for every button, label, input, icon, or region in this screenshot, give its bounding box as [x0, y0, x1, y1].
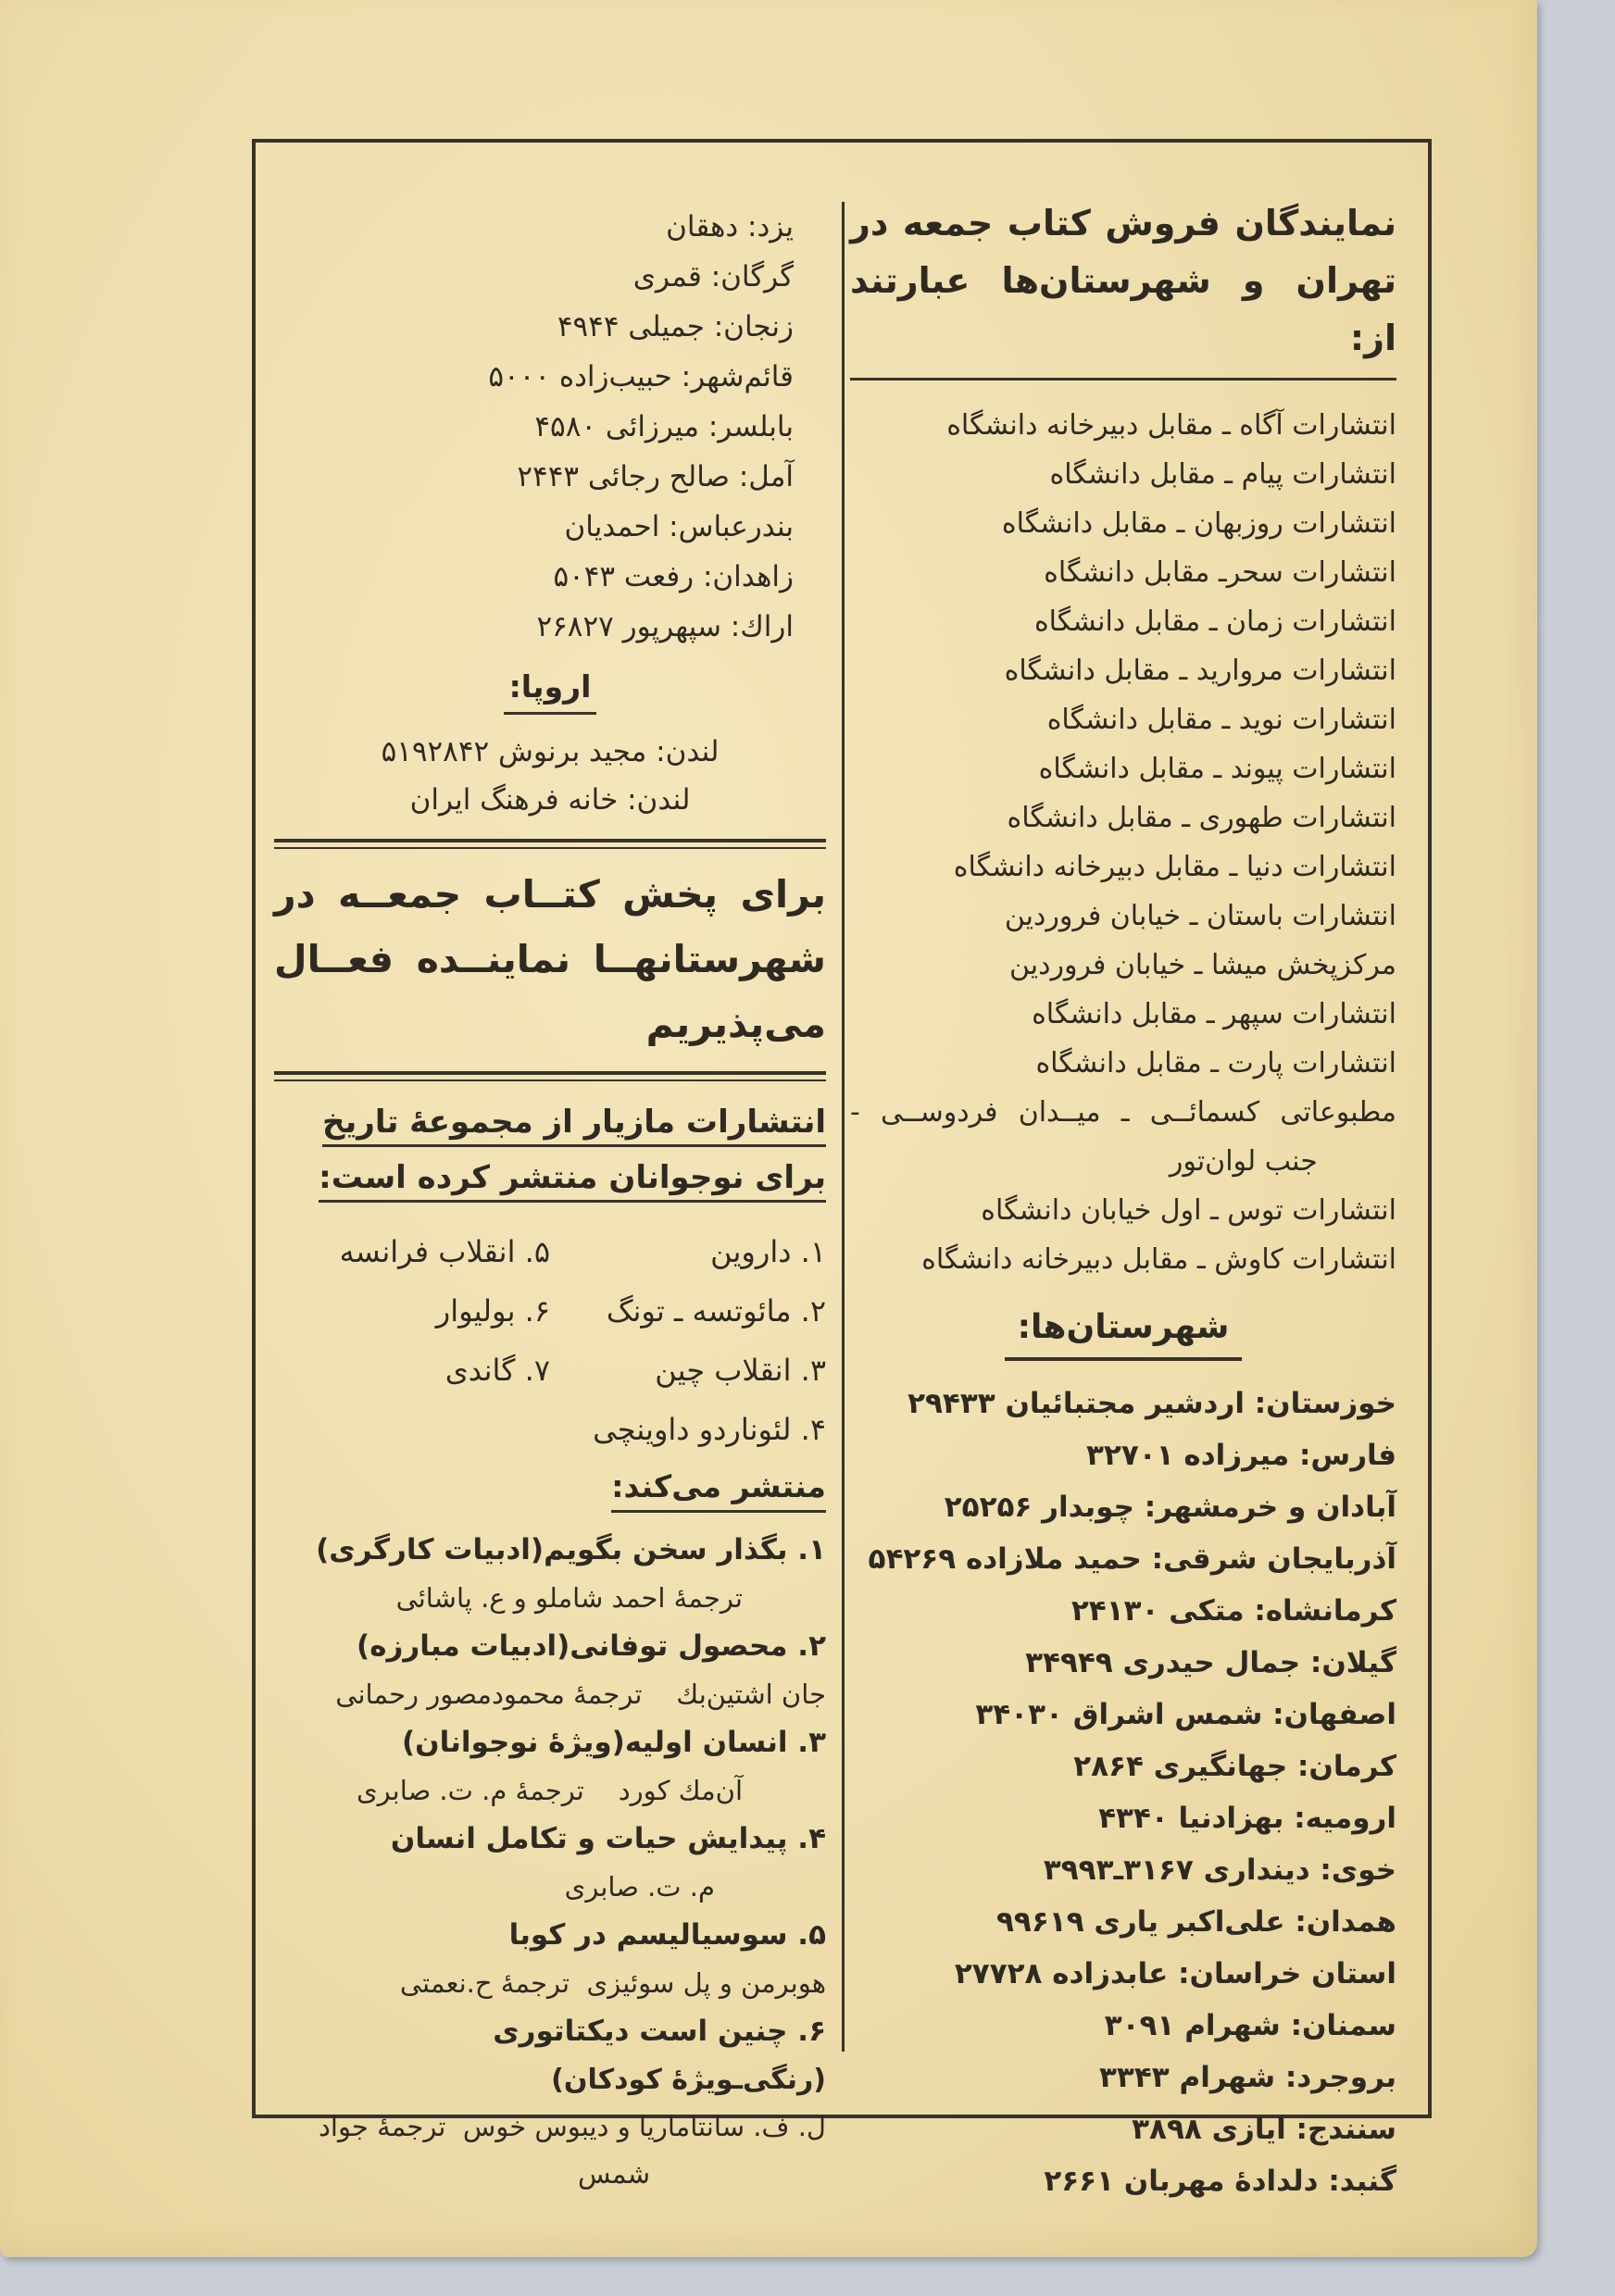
- tehran-agent-line: انتشارات پیام ـ مقابل دانشگاه: [1049, 458, 1396, 491]
- book-entry: [274, 1526, 826, 1622]
- notice-line: می‌پذیریم: [645, 1002, 826, 1046]
- city-agent-line: یزد: دهقان: [666, 210, 794, 243]
- city-agent-line: کرمان: جهانگیری ۲۸۶۴: [1073, 1750, 1396, 1783]
- tehran-agent-line: جنب لوان‌تور: [1169, 1145, 1318, 1178]
- history-series-item: ۲. مائوتسه ـ تونگ: [606, 1293, 826, 1329]
- book-credit-wrap: شمس: [577, 2158, 650, 2190]
- book-title: ۳. انسان اولیه(ویژهٔ نوجوانان): [401, 1726, 826, 1759]
- city-agents-list: [850, 1378, 1396, 2207]
- book-credit: ترجمهٔ احمد شاملو و ع. پاشائی: [395, 1582, 743, 1614]
- europe-heading: [274, 668, 826, 715]
- history-series-item: ۵. انقلاب فرانسه: [339, 1234, 550, 1269]
- tehran-agent-line: انتشارات نوید ـ مقابل دانشگاه: [1046, 704, 1396, 736]
- book-credit: م. ت. صابری: [564, 1871, 715, 1903]
- history-series: [274, 1222, 826, 1459]
- history-series-item: ۶. بولیوار: [435, 1293, 550, 1329]
- title-underline: [850, 378, 1396, 381]
- book-credit: آن‌مك كورد ترجمهٔ م. ت. صابری: [356, 1775, 743, 1806]
- city-agents-continued-list: [274, 202, 826, 652]
- city-agent-line: گیلان: جمال حیدری ۳۴۹۴۹: [1025, 1646, 1396, 1679]
- book-entry: [274, 1815, 826, 1911]
- book-credit: ل. ف. سانتاماریا و دیبوس خوس ترجمهٔ جواد: [318, 2111, 826, 2142]
- tehran-agent-line: انتشارات پیوند ـ مقابل دانشگاه: [1038, 753, 1396, 785]
- publishes-heading: [274, 1468, 826, 1513]
- distribution-notice: [274, 862, 826, 1056]
- book-entry: [274, 1622, 826, 1718]
- tehran-agent-line: انتشارات دنیا ـ مقابل دبیرخانه دانشگاه: [953, 851, 1396, 883]
- book-title: ۱. بگذار سخن بگویم(ادبیات کارگری): [316, 1533, 826, 1566]
- city-agent-line: آبادان و خرمشهر: چوبدار ۲۵۲۵۶: [944, 1491, 1396, 1524]
- maziar-heading: [274, 1094, 826, 1205]
- left-column: [274, 202, 826, 2198]
- city-agent-line: اصفهان: شمس اشراق ۳۴۰۳۰: [975, 1698, 1396, 1731]
- notice-line: شهرستانهــا نماینــده فعــال: [274, 937, 826, 981]
- city-agent-line: همدان: علی‌اکبر یاری ۹۹۶۱۹: [996, 1905, 1396, 1939]
- notice-line: برای پخش کتــاب جمعــه در: [274, 872, 826, 917]
- right-column: [850, 194, 1396, 2207]
- cities-heading-label: شهرستان‌ها:: [1005, 1308, 1243, 1361]
- book-credit: جان اشتین‌بك ترجمهٔ محمودمصور رحمانی: [335, 1678, 826, 1710]
- history-series-left: [274, 1222, 550, 1459]
- city-agent-line: زاهدان: رفعت ۵۰۴۳: [553, 560, 794, 593]
- tehran-agent-line: انتشارات کاوش ـ مقابل دبیرخانه دانشگاه: [921, 1243, 1396, 1276]
- city-agent-line: فارس: میرزاده ۳۲۷۰۱: [1086, 1439, 1396, 1472]
- history-series-item: ۴. لئوناردو داوینچی: [593, 1412, 826, 1447]
- tehran-agents-list: [850, 401, 1396, 1284]
- city-agent-line: اراك: سپهرپور ۲۶۸۲۷: [536, 610, 794, 643]
- history-series-item: ۳. انقلاب چین: [655, 1353, 826, 1388]
- city-agent-line: آذربایجان شرقی: حمید ملازاده ۵۴۲۶۹: [868, 1542, 1396, 1576]
- city-agent-line: قائم‌شهر: حبیب‌زاده ۵۰۰۰: [488, 360, 794, 393]
- city-agent-line: خوزستان: اردشیر مجتبائیان ۲۹۴۳۳: [908, 1387, 1396, 1420]
- city-agent-line: سنندج: ایازی ۳۸۹۸: [1132, 2113, 1396, 2146]
- tehran-agent-line: انتشارات سپهر ـ مقابل دانشگاه: [1032, 998, 1396, 1030]
- book-entry: [274, 1911, 826, 2007]
- book-title: ۴. پیدایش حیات و تکامل انسان: [390, 1822, 826, 1855]
- publishes-heading-label: منتشر می‌کند:: [611, 1468, 826, 1513]
- tehran-agent-line: انتشارات طهوری ـ مقابل دانشگاه: [1007, 802, 1396, 834]
- column-divider: [842, 202, 845, 2052]
- tehran-agent-line: انتشارات آگاه ـ مقابل دبیرخانه دانشگاه: [946, 409, 1396, 442]
- title-line-1: نمایندگان فروش کتاب جمعه در: [850, 203, 1396, 243]
- tehran-agent-line: انتشارات زمان ـ مقابل دانشگاه: [1033, 605, 1396, 638]
- book-entry: [274, 1718, 826, 1815]
- city-agent-line: بندرعباس: احمدیان: [564, 510, 794, 543]
- maziar-heading-line: انتشارات مازیار از مجموعهٔ تاریخ: [274, 1094, 826, 1150]
- city-agent-line: آمل: صالح رجائی ۲۴۴۳: [517, 460, 794, 493]
- title-line-2: تهران و شهرستان‌ها عبارتند از:: [850, 260, 1396, 358]
- europe-heading-label: اروپا:: [504, 668, 597, 715]
- tehran-agent-line: انتشارات پارت ـ مقابل دانشگاه: [1035, 1047, 1396, 1079]
- title-block: [850, 194, 1396, 367]
- cities-heading: [850, 1308, 1396, 1361]
- europe-agent-line: لندن: مجید برنوش ۵۱۹۲۸۴۲: [381, 735, 720, 768]
- europe-agent-line: لندن: خانه فرهنگ ایران: [409, 783, 691, 817]
- city-agent-line: گرگان: قمری: [632, 260, 794, 293]
- tehran-agent-line: مطبوعاتی کسمائــی ـ میــدان فردوســی -: [850, 1096, 1396, 1129]
- tehran-agent-line: انتشارات سحرـ مقابل دانشگاه: [1044, 556, 1396, 589]
- book-entry: [274, 2007, 826, 2198]
- double-rule-top: [274, 839, 826, 849]
- book-title: ۵. سوسیالیسم در کوبا: [508, 1918, 826, 1952]
- city-agent-line: سمنان: شهرام ۳۰۹۱: [1104, 2009, 1396, 2042]
- city-agent-line: زنجان: جمیلی ۴۹۴۴: [557, 310, 794, 343]
- city-agent-line: گنبد: دلدادهٔ مهربان ۲۶۶۱: [1044, 2165, 1396, 2198]
- double-rule-bottom: [274, 1071, 826, 1081]
- europe-agents-list: [274, 728, 826, 824]
- city-agent-line: کرمانشاه: متکی ۲۴۱۳۰: [1070, 1594, 1396, 1628]
- page-border-frame: [252, 139, 1432, 2198]
- book-title: ۲. محصول توفانی(ادبیات مبارزه): [357, 1629, 826, 1663]
- book-credit: هوبرمن و پل سوئیزی ترجمهٔ ح.نعمتی: [399, 1967, 826, 1999]
- tehran-agent-line: انتشارات مروارید ـ مقابل دانشگاه: [1004, 655, 1396, 687]
- tehran-agent-line: مرکزپخش میشا ـ خیابان فروردین: [1008, 949, 1396, 981]
- book-subtitle: (رنگی‌ـویژهٔ کودکان): [551, 2064, 826, 2096]
- city-agent-line: استان خراسان: عابدزاده ۲۷۷۲۸: [954, 1957, 1396, 1990]
- city-agent-line: بروجرد: شهرام ۳۳۴۳: [1099, 2061, 1396, 2094]
- tehran-agent-line: انتشارات باستان ـ خیابان فروردین: [1004, 900, 1396, 932]
- books-list: [274, 1526, 826, 2198]
- tehran-agent-line: انتشارات روزبهان ـ مقابل دانشگاه: [1001, 507, 1396, 540]
- tehran-agent-line: انتشارات توس ـ اول خیابان دانشگاه: [981, 1194, 1396, 1227]
- history-series-right: [550, 1222, 826, 1459]
- city-agent-line: خوی: دینداری ۳۱۶۷ـ۳۹۹۳: [1043, 1853, 1396, 1887]
- maziar-heading-line: برای نوجوانان منتشر کرده است:: [274, 1150, 826, 1205]
- history-series-item: ۷. گاندی: [444, 1353, 550, 1388]
- history-series-item: ۱. داروین: [710, 1234, 826, 1269]
- book-title: ۶. چنین است دیکتاتوری: [493, 2015, 826, 2048]
- city-agent-line: ارومیه: بهزادنیا ۴۳۴۰: [1098, 1802, 1396, 1835]
- city-agent-line: بابلسر: میرزائی ۴۵۸۰: [534, 410, 794, 443]
